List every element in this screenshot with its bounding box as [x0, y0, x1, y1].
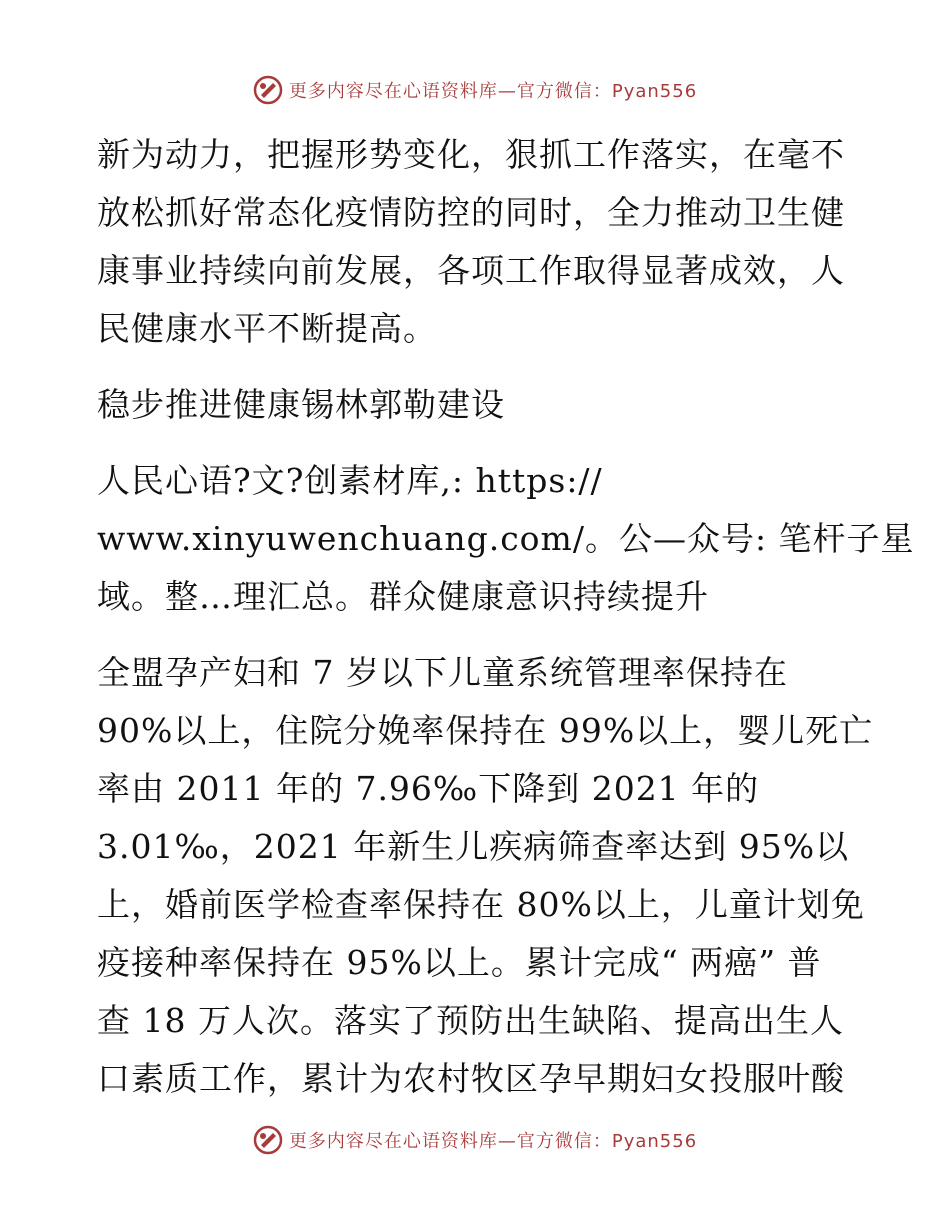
- document-body: [97, 126, 915, 1108]
- section-heading: [97, 376, 857, 434]
- text-line: 3.01‰，2021 年新生儿疾病筛查率达到 95%以: [97, 827, 850, 866]
- text-line: 域。整…理汇总。群众健康意识持续提升: [97, 577, 709, 616]
- text-line: 民健康水平不断提高。: [97, 309, 437, 348]
- footer-banner: [0, 1120, 950, 1160]
- footer-banner-text: 更多内容尽在心语资料库—官方微信：Pyan556: [288, 1131, 698, 1152]
- header-banner: [0, 70, 950, 110]
- text-line: 人民心语?文?创素材库,: https://: [97, 461, 603, 500]
- header-banner-text: 更多内容尽在心语资料库—官方微信：Pyan556: [288, 81, 698, 102]
- logo-icon: [253, 75, 283, 105]
- text-line: 稳步推进健康锡林郭勒建设: [97, 385, 505, 424]
- text-line: 上，婚前医学检查率保持在 80%以上，儿童计划免: [97, 885, 865, 924]
- text-line: 查 18 万人次。落实了预防出生缺陷、提高出生人: [97, 1001, 844, 1040]
- text-line: www.xinyuwenchuang.com/。公—众号: 笔杆子星: [97, 519, 915, 558]
- text-line: 口素质工作，累计为农村牧区孕早期妇女投服叶酸: [97, 1059, 845, 1098]
- text-line: 率由 2011 年的 7.96‰下降到 2021 年的: [97, 769, 760, 808]
- logo-icon: [253, 1125, 283, 1155]
- text-line: 康事业持续向前发展，各项工作取得显著成效，人: [97, 251, 845, 290]
- text-line: 全盟孕产妇和 7 岁以下儿童系统管理率保持在: [97, 653, 788, 692]
- paragraph: [97, 644, 874, 1108]
- paragraph: [97, 126, 857, 358]
- text-line: 放松抓好常态化疫情防控的同时，全力推动卫生健: [97, 193, 845, 232]
- text-line: 新为动力，把握形势变化，狠抓工作落实，在毫不: [97, 135, 845, 174]
- text-line: 疫接种率保持在 95%以上。累计完成“ 两癌” 普: [97, 943, 822, 982]
- paragraph: [97, 452, 915, 626]
- text-line: 90%以上，住院分娩率保持在 99%以上，婴儿死亡: [97, 711, 874, 750]
